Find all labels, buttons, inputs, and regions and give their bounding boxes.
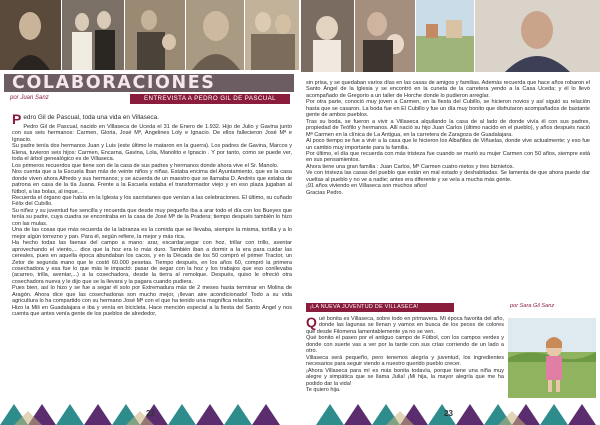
paragraph: ¡91 años viviendo en Villaseca son muchos años! — [306, 183, 428, 190]
paragraph: Su padre tenía dos hermanos Juan y Luis (este último le mataron en la guerra). Los padres de Gavina, Marcos y Elena, tuvieron seis hijos: Carmen, Encarna, Gavina, Lola, Manolito e Ignacio . Y por tanto, como se puede ver, toda el árbol genealógico es de Villaseca. — [12, 143, 292, 163]
left-column — [12, 113, 292, 318]
photo-elderly-man-smiling — [475, 0, 600, 72]
photo-town-landscape — [416, 0, 474, 72]
footer-triangle-band — [0, 400, 600, 425]
youth-dropcap: Q — [306, 314, 317, 330]
youth-article — [306, 316, 504, 393]
photo-elderly-man — [186, 0, 244, 70]
page-number-right: 23 — [444, 409, 453, 418]
byline: por Juan Sanz — [10, 95, 49, 101]
page-title: COLABORACIONES — [12, 73, 216, 93]
photo-wedding-couple — [62, 0, 124, 70]
paragraph: Por otra parte, conoció muy joven a Carmen, en la fiesta del Cubillo, se hicieron novios y así siguió su relación hasta que se casaron. La boda fue en El Cubillo y fue un día muy bonito que disfrutaron acompañados de bastante gente de ambos pueblos. — [306, 99, 590, 119]
interview-subheading: ENTREVISTA A PEDRO GIL DE PASCUAL — [130, 94, 290, 104]
paragraph: Por último, el día que recuerda con más tristeza fue cuando se murió su mujer Carmen con 50 años, siempre está en sus pensamientos. — [306, 150, 590, 164]
right-column — [306, 80, 590, 196]
paragraph: Ahora tiene una gran familia : Juan Carlos, Mª Carmen cuatro nietos y tres biznietos. — [306, 163, 515, 170]
paragraph: Al poco tiempo se fue a vivir a la casa que le hicieron los Albañiles de Viñuelas, donde vive actualmente; y eso fue un cambio muy importante para la familia. — [306, 138, 590, 151]
page-number-left: 22 — [146, 409, 155, 418]
paragraph: Pedro Gil de Pascual, nacido en Villaseca de Uceda el 31 de Enero de 1.932. Hijo de Julio y Gavina junto con sus seis hermanos: Carmen, Gloria, José Mª, Angelines Loly e Ignacio. De ellos fallecieron José Mª e Ignacio. — [12, 124, 292, 143]
youth-section-heading: ¡LA NUEVA JUVENTUD DE VILLASECA! — [306, 303, 454, 312]
photo-young-man-sepia — [0, 0, 61, 70]
paragraph: sin prisa, y se quedaban varios días en las casas de amigos y familias. Además recuerda que hace años robaron el Santo Ángel de la Iglesia y se encontró en la cuneta de la carretera yendo a la Casa Uceda; y él lo llevó acompañado de Gregorio a un taller de Horche donde lo pudieron arreglar. — [306, 80, 590, 99]
paragraph: Una de las cosas que más recuerda de la labranza es la comida que se llevaba, siempre la misma, tortilla y a lo mejor algún torrezno y pan. Para él, según refiere, la mejor y más rica. — [12, 227, 292, 240]
paragraph: Los primeros recuerdos que tiene son de la casa de sus padres y hermanos donde ahora vive el Sr. Manolo. — [12, 162, 279, 169]
paragraph: Pues bien, así lo hizo y se fue a segar él solo por Extremadura más de 2 meses hasta terminar en Molina de Aragón. Ahora dice que las cosechadoras son mucho mejor, ¡llevan aire acondicionado! Todo a su vida agricultura lo ha compartido con su hermano José Mª con el que ha tenido una magnífica relación. — [12, 285, 292, 305]
paragraph: Te quiero hija. — [306, 386, 341, 393]
paragraph: Ha hecho todas las faenas del campo a mano: arar, escardar,segar con hoz, trillar con trillo, aventar aprovechando el viento,... dice que la hoz era lo más duro. También iban a dormir a la era para cuidar las cereales, pues en aquella época abundaban los cacos, y en la Década de los 50 compró el primer Tractor, un Zetor de segunda mano que le costó 60.000 pesetas. Tiempo después, en los años 60, compró la primera cosechadora y esa fue lo que más le impactó: pasar de segar con la hoz y los trabajos que eso conllevaba (acarreo, trilla, aventar,...) a la cosechadora, desde la tierra al remolque. Después, quiso le ofreció otra cosechadora nueva y le dijo que se la llevara y la pagara cuando pudiera. — [12, 240, 292, 285]
paragraph: Qué bonito el paseo por el antiguo campo de Fútbol, con los campos verdes y donde con suerte vas a ver por la tarde con sus crías corriendo de un lado a otro. — [306, 335, 504, 355]
paragraph: Ve con tristeza las casas del pueblo que están en mal estado y deshabitadas. Se lamenta de que ahora puede dar vueltas al pueblo y no ve a nadie; antes era diferente y se veía a mucha más gente. — [306, 170, 590, 183]
paragraph: Tras su boda, se fueron a vivir a Villaseca alquilando la casa de al lado de donde vivía él con sus padres, propiedad de Teófilo y hermanos. Allí nació su hijo Juan Carlos (último nacido en el pueblo), y años después nació Mª Carmen en la clínica de La Antigua, en la carretera de Zaragoza de Guadalajara. — [306, 118, 590, 138]
photo-elderly-with-baby — [355, 0, 415, 72]
paragraph: Hizo la Mili en Guadalajara e iba y venía en bicicleta. Hace mención especial a la fiesta del Santo Ángel y nos cuenta que antes venía gente de los pueblos de alrededor, — [12, 304, 292, 318]
paragraph: Nos cuenta que a la Escuela Iban más de veinte niños y niñas. Estaba encima del Ayuntamiento, que es la casa donde viven ahora Alfredo y sus hermanos; y se acuerda de un maestro que se llamaba D. Andrés que estaba de patrona en casa de la tía Juana. Frente a la Escuela estaba el transformador viejo y en eso plaza jugaban al fútbol, a las bolas, al inque,... — [12, 169, 292, 195]
intro-dropcap: P — [12, 111, 22, 127]
photo-man-with-child — [125, 0, 185, 70]
photo-girl-in-field — [508, 318, 596, 398]
paragraph: Su niñez y su juventud fue sencilla y recuerda que desde muy pequeño iba a arar todo el día con los Bueyes que tenía su padre, cuya cuadra se encontraba en la casa de José Mª de la Pradera; tiempo después también lo hizo con las mulas. — [12, 207, 292, 227]
youth-byline: por Sara Gil Sanz — [510, 303, 555, 309]
photo-baby — [301, 0, 354, 72]
photo-couple-portrait — [245, 0, 299, 70]
intro-line: Pedro Gil de Pascual, toda una vida en Villaseca. — [12, 111, 159, 127]
paragraph: Qué bonita es Villaseca, sobre todo en primavera. Mi época favorita del año, donde las lagunas se llenan y vamos en busca de los peces de colores que desde Filomena lamentablemente ya no se ven. — [306, 314, 504, 335]
paragraph: Villaseca será pequeño, pero tenemos alegría y juventud, los ingredientes necesarios para seguir viendo a nuestro querido pueblo crecer. — [306, 354, 504, 368]
paragraph: Gracias Pedro. — [306, 189, 343, 196]
paragraph: ¡Ahora Villaseca para mí es más bonita todavía, porque tiene una niña muy alegre y simpática que se llama Julia! ¡Mi hija, la mayor alegría que me ha podido dar la vida! — [306, 367, 504, 387]
paragraph: Recuerda el órgano que había en la Iglesia y los sacristanes que venían a las celebraciones. El último, su cuñado Félix del Cubillo. — [12, 194, 292, 208]
